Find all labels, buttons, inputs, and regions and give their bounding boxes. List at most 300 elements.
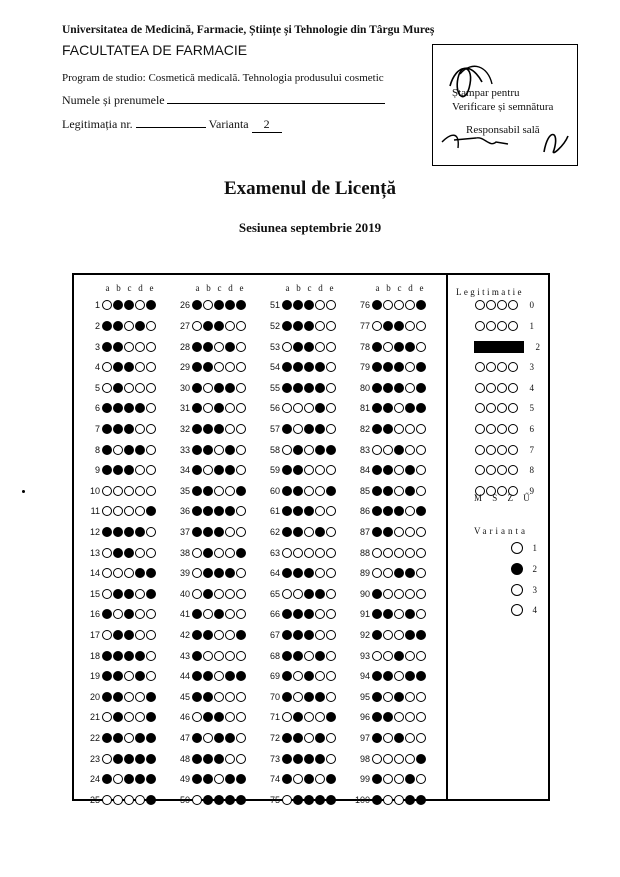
answer-bubble-d[interactable] bbox=[315, 424, 325, 434]
answer-bubble-b[interactable] bbox=[383, 403, 393, 413]
answer-bubble-e[interactable] bbox=[236, 403, 246, 413]
answer-bubble-b[interactable] bbox=[203, 712, 213, 722]
answer-bubble-c[interactable] bbox=[124, 321, 134, 331]
answer-bubble-e[interactable] bbox=[416, 321, 426, 331]
answer-bubble-c[interactable] bbox=[214, 774, 224, 784]
answer-bubble-e[interactable] bbox=[236, 300, 246, 310]
answer-bubble-a[interactable] bbox=[372, 589, 382, 599]
answer-bubble-e[interactable] bbox=[146, 733, 156, 743]
answer-bubble-e[interactable] bbox=[416, 506, 426, 516]
answer-bubble-e[interactable] bbox=[326, 754, 336, 764]
answer-bubble-b[interactable] bbox=[113, 754, 123, 764]
answer-bubble-e[interactable] bbox=[326, 712, 336, 722]
answer-bubble-d[interactable] bbox=[225, 445, 235, 455]
answer-bubble-e[interactable] bbox=[146, 651, 156, 661]
answer-bubble-d[interactable] bbox=[315, 403, 325, 413]
answer-bubble-d[interactable] bbox=[225, 671, 235, 681]
answer-bubble-b[interactable] bbox=[293, 486, 303, 496]
answer-bubble-e[interactable] bbox=[416, 671, 426, 681]
answer-bubble-e[interactable] bbox=[416, 589, 426, 599]
answer-bubble-a[interactable] bbox=[372, 630, 382, 640]
legitimatie-bubble[interactable] bbox=[497, 383, 507, 393]
answer-bubble-c[interactable] bbox=[394, 609, 404, 619]
answer-bubble-a[interactable] bbox=[372, 300, 382, 310]
answer-bubble-b[interactable] bbox=[203, 486, 213, 496]
answer-bubble-a[interactable] bbox=[192, 609, 202, 619]
answer-bubble-b[interactable] bbox=[383, 362, 393, 372]
answer-bubble-d[interactable] bbox=[225, 424, 235, 434]
answer-bubble-c[interactable] bbox=[304, 795, 314, 805]
answer-bubble-d[interactable] bbox=[315, 342, 325, 352]
answer-bubble-e[interactable] bbox=[416, 795, 426, 805]
legitimatie-bubble[interactable] bbox=[508, 383, 518, 393]
answer-bubble-d[interactable] bbox=[315, 362, 325, 372]
answer-bubble-c[interactable] bbox=[124, 383, 134, 393]
answer-bubble-e[interactable] bbox=[326, 486, 336, 496]
answer-bubble-e[interactable] bbox=[146, 795, 156, 805]
answer-bubble-a[interactable] bbox=[372, 671, 382, 681]
answer-bubble-a[interactable] bbox=[192, 465, 202, 475]
answer-bubble-b[interactable] bbox=[293, 527, 303, 537]
answer-bubble-c[interactable] bbox=[304, 630, 314, 640]
answer-bubble-e[interactable] bbox=[416, 630, 426, 640]
answer-bubble-c[interactable] bbox=[304, 321, 314, 331]
answer-bubble-e[interactable] bbox=[326, 403, 336, 413]
answer-bubble-a[interactable] bbox=[282, 774, 292, 784]
answer-bubble-e[interactable] bbox=[416, 568, 426, 578]
answer-bubble-b[interactable] bbox=[293, 506, 303, 516]
answer-bubble-d[interactable] bbox=[225, 795, 235, 805]
answer-bubble-e[interactable] bbox=[146, 548, 156, 558]
answer-bubble-c[interactable] bbox=[304, 589, 314, 599]
answer-bubble-b[interactable] bbox=[293, 671, 303, 681]
answer-bubble-b[interactable] bbox=[383, 754, 393, 764]
answer-bubble-c[interactable] bbox=[214, 692, 224, 702]
answer-bubble-d[interactable] bbox=[405, 486, 415, 496]
answer-bubble-c[interactable] bbox=[214, 589, 224, 599]
answer-bubble-e[interactable] bbox=[326, 465, 336, 475]
answer-bubble-c[interactable] bbox=[124, 795, 134, 805]
answer-bubble-a[interactable] bbox=[192, 630, 202, 640]
legitimatie-bubble[interactable] bbox=[497, 465, 507, 475]
answer-bubble-d[interactable] bbox=[225, 486, 235, 496]
answer-bubble-c[interactable] bbox=[214, 548, 224, 558]
answer-bubble-a[interactable] bbox=[102, 795, 112, 805]
answer-bubble-b[interactable] bbox=[113, 774, 123, 784]
answer-bubble-d[interactable] bbox=[405, 342, 415, 352]
answer-bubble-e[interactable] bbox=[236, 568, 246, 578]
answer-bubble-b[interactable] bbox=[113, 445, 123, 455]
answer-bubble-d[interactable] bbox=[315, 527, 325, 537]
answer-bubble-d[interactable] bbox=[405, 527, 415, 537]
answer-bubble-e[interactable] bbox=[416, 383, 426, 393]
answer-bubble-a[interactable] bbox=[282, 692, 292, 702]
answer-bubble-b[interactable] bbox=[203, 754, 213, 764]
legitimatie-bubble[interactable] bbox=[497, 424, 507, 434]
answer-bubble-d[interactable] bbox=[405, 671, 415, 681]
answer-bubble-b[interactable] bbox=[203, 445, 213, 455]
answer-bubble-e[interactable] bbox=[236, 486, 246, 496]
answer-bubble-e[interactable] bbox=[236, 548, 246, 558]
answer-bubble-c[interactable] bbox=[124, 465, 134, 475]
answer-bubble-c[interactable] bbox=[394, 774, 404, 784]
answer-bubble-d[interactable] bbox=[405, 609, 415, 619]
answer-bubble-c[interactable] bbox=[214, 795, 224, 805]
answer-bubble-a[interactable] bbox=[282, 383, 292, 393]
answer-bubble-d[interactable] bbox=[405, 300, 415, 310]
answer-bubble-e[interactable] bbox=[326, 321, 336, 331]
answer-bubble-d[interactable] bbox=[135, 651, 145, 661]
answer-bubble-c[interactable] bbox=[304, 651, 314, 661]
answer-bubble-a[interactable] bbox=[192, 506, 202, 516]
answer-bubble-e[interactable] bbox=[236, 754, 246, 764]
answer-bubble-c[interactable] bbox=[124, 733, 134, 743]
answer-bubble-d[interactable] bbox=[135, 321, 145, 331]
answer-bubble-e[interactable] bbox=[416, 465, 426, 475]
answer-bubble-e[interactable] bbox=[416, 342, 426, 352]
answer-bubble-a[interactable] bbox=[282, 486, 292, 496]
answer-bubble-b[interactable] bbox=[113, 383, 123, 393]
answer-bubble-c[interactable] bbox=[124, 506, 134, 516]
legitimatie-bubble[interactable] bbox=[475, 321, 485, 331]
answer-bubble-d[interactable] bbox=[135, 671, 145, 681]
legitimatie-bubble[interactable] bbox=[508, 321, 518, 331]
legitimatie-bubble[interactable] bbox=[497, 300, 507, 310]
answer-bubble-b[interactable] bbox=[383, 568, 393, 578]
answer-bubble-d[interactable] bbox=[135, 486, 145, 496]
answer-bubble-c[interactable] bbox=[304, 383, 314, 393]
answer-bubble-b[interactable] bbox=[383, 733, 393, 743]
answer-bubble-a[interactable] bbox=[372, 424, 382, 434]
answer-bubble-d[interactable] bbox=[225, 754, 235, 764]
answer-bubble-c[interactable] bbox=[304, 465, 314, 475]
answer-bubble-a[interactable] bbox=[372, 568, 382, 578]
answer-bubble-e[interactable] bbox=[236, 527, 246, 537]
answer-bubble-c[interactable] bbox=[214, 651, 224, 661]
answer-bubble-c[interactable] bbox=[394, 527, 404, 537]
answer-bubble-b[interactable] bbox=[203, 403, 213, 413]
answer-bubble-a[interactable] bbox=[102, 754, 112, 764]
answer-bubble-d[interactable] bbox=[135, 445, 145, 455]
answer-bubble-b[interactable] bbox=[383, 548, 393, 558]
answer-bubble-b[interactable] bbox=[113, 733, 123, 743]
answer-bubble-a[interactable] bbox=[192, 321, 202, 331]
answer-bubble-c[interactable] bbox=[214, 424, 224, 434]
answer-bubble-c[interactable] bbox=[124, 403, 134, 413]
answer-bubble-e[interactable] bbox=[416, 362, 426, 372]
answer-bubble-a[interactable] bbox=[102, 403, 112, 413]
legitimatie-bubble[interactable] bbox=[475, 403, 485, 413]
answer-bubble-d[interactable] bbox=[405, 445, 415, 455]
answer-bubble-a[interactable] bbox=[192, 589, 202, 599]
answer-bubble-a[interactable] bbox=[372, 321, 382, 331]
answer-bubble-d[interactable] bbox=[225, 651, 235, 661]
answer-bubble-c[interactable] bbox=[124, 671, 134, 681]
answer-bubble-a[interactable] bbox=[102, 424, 112, 434]
answer-bubble-e[interactable] bbox=[236, 774, 246, 784]
answer-bubble-d[interactable] bbox=[315, 486, 325, 496]
answer-bubble-b[interactable] bbox=[203, 300, 213, 310]
answer-bubble-a[interactable] bbox=[282, 630, 292, 640]
answer-bubble-d[interactable] bbox=[315, 754, 325, 764]
answer-bubble-e[interactable] bbox=[326, 506, 336, 516]
answer-bubble-b[interactable] bbox=[293, 609, 303, 619]
answer-bubble-c[interactable] bbox=[124, 548, 134, 558]
answer-bubble-c[interactable] bbox=[304, 712, 314, 722]
answer-bubble-a[interactable] bbox=[102, 651, 112, 661]
answer-bubble-d[interactable] bbox=[135, 506, 145, 516]
answer-bubble-b[interactable] bbox=[203, 424, 213, 434]
answer-bubble-e[interactable] bbox=[236, 589, 246, 599]
answer-bubble-e[interactable] bbox=[326, 527, 336, 537]
legitimatie-bubble[interactable] bbox=[508, 300, 518, 310]
answer-bubble-e[interactable] bbox=[146, 589, 156, 599]
answer-bubble-a[interactable] bbox=[372, 506, 382, 516]
answer-bubble-c[interactable] bbox=[394, 671, 404, 681]
answer-bubble-a[interactable] bbox=[192, 342, 202, 352]
answer-bubble-e[interactable] bbox=[326, 630, 336, 640]
answer-bubble-d[interactable] bbox=[135, 754, 145, 764]
answer-bubble-b[interactable] bbox=[293, 445, 303, 455]
answer-bubble-e[interactable] bbox=[146, 568, 156, 578]
answer-bubble-a[interactable] bbox=[372, 383, 382, 393]
answer-bubble-a[interactable] bbox=[192, 692, 202, 702]
answer-bubble-b[interactable] bbox=[293, 383, 303, 393]
answer-bubble-a[interactable] bbox=[192, 774, 202, 784]
answer-bubble-c[interactable] bbox=[394, 362, 404, 372]
answer-bubble-b[interactable] bbox=[203, 465, 213, 475]
answer-bubble-b[interactable] bbox=[383, 321, 393, 331]
answer-bubble-b[interactable] bbox=[113, 671, 123, 681]
answer-bubble-c[interactable] bbox=[214, 630, 224, 640]
answer-bubble-e[interactable] bbox=[416, 774, 426, 784]
answer-bubble-b[interactable] bbox=[383, 300, 393, 310]
answer-bubble-a[interactable] bbox=[192, 403, 202, 413]
answer-bubble-d[interactable] bbox=[225, 403, 235, 413]
answer-bubble-b[interactable] bbox=[293, 362, 303, 372]
answer-bubble-d[interactable] bbox=[225, 383, 235, 393]
legitimatie-bubble[interactable] bbox=[486, 300, 496, 310]
answer-bubble-b[interactable] bbox=[293, 403, 303, 413]
answer-bubble-c[interactable] bbox=[214, 383, 224, 393]
answer-bubble-c[interactable] bbox=[304, 362, 314, 372]
answer-bubble-b[interactable] bbox=[293, 774, 303, 784]
answer-bubble-e[interactable] bbox=[146, 671, 156, 681]
answer-bubble-e[interactable] bbox=[416, 486, 426, 496]
legitimatie-bubble[interactable] bbox=[475, 300, 485, 310]
answer-bubble-d[interactable] bbox=[225, 774, 235, 784]
answer-bubble-a[interactable] bbox=[102, 527, 112, 537]
answer-bubble-e[interactable] bbox=[416, 754, 426, 764]
answer-bubble-c[interactable] bbox=[214, 671, 224, 681]
answer-bubble-a[interactable] bbox=[372, 754, 382, 764]
answer-bubble-d[interactable] bbox=[135, 589, 145, 599]
answer-bubble-a[interactable] bbox=[102, 506, 112, 516]
varianta-bubble[interactable] bbox=[511, 604, 523, 616]
answer-bubble-e[interactable] bbox=[416, 733, 426, 743]
answer-bubble-c[interactable] bbox=[394, 630, 404, 640]
legitimatie-bubble[interactable] bbox=[486, 445, 496, 455]
answer-bubble-e[interactable] bbox=[326, 362, 336, 372]
answer-bubble-b[interactable] bbox=[203, 692, 213, 702]
answer-bubble-a[interactable] bbox=[372, 465, 382, 475]
answer-bubble-a[interactable] bbox=[102, 486, 112, 496]
answer-bubble-d[interactable] bbox=[225, 362, 235, 372]
answer-bubble-e[interactable] bbox=[146, 609, 156, 619]
answer-bubble-e[interactable] bbox=[146, 692, 156, 702]
answer-bubble-c[interactable] bbox=[304, 609, 314, 619]
answer-bubble-d[interactable] bbox=[315, 445, 325, 455]
answer-bubble-c[interactable] bbox=[214, 403, 224, 413]
answer-bubble-b[interactable] bbox=[293, 589, 303, 599]
answer-bubble-a[interactable] bbox=[372, 403, 382, 413]
answer-bubble-a[interactable] bbox=[102, 733, 112, 743]
answer-bubble-c[interactable] bbox=[394, 300, 404, 310]
answer-bubble-d[interactable] bbox=[135, 774, 145, 784]
answer-bubble-b[interactable] bbox=[383, 589, 393, 599]
answer-bubble-d[interactable] bbox=[135, 465, 145, 475]
answer-bubble-e[interactable] bbox=[236, 733, 246, 743]
answer-bubble-d[interactable] bbox=[405, 506, 415, 516]
answer-bubble-a[interactable] bbox=[102, 609, 112, 619]
answer-bubble-b[interactable] bbox=[113, 692, 123, 702]
answer-bubble-c[interactable] bbox=[214, 486, 224, 496]
answer-bubble-e[interactable] bbox=[416, 712, 426, 722]
answer-bubble-d[interactable] bbox=[135, 527, 145, 537]
answer-bubble-a[interactable] bbox=[102, 445, 112, 455]
answer-bubble-a[interactable] bbox=[372, 692, 382, 702]
answer-bubble-d[interactable] bbox=[135, 342, 145, 352]
answer-bubble-e[interactable] bbox=[326, 383, 336, 393]
answer-bubble-a[interactable] bbox=[282, 465, 292, 475]
answer-bubble-c[interactable] bbox=[394, 795, 404, 805]
answer-bubble-a[interactable] bbox=[192, 362, 202, 372]
answer-bubble-a[interactable] bbox=[102, 692, 112, 702]
answer-bubble-e[interactable] bbox=[326, 342, 336, 352]
answer-bubble-d[interactable] bbox=[405, 362, 415, 372]
answer-bubble-b[interactable] bbox=[293, 795, 303, 805]
answer-bubble-c[interactable] bbox=[394, 383, 404, 393]
legitimatie-bubble[interactable] bbox=[475, 465, 485, 475]
answer-bubble-a[interactable] bbox=[282, 321, 292, 331]
answer-bubble-c[interactable] bbox=[214, 465, 224, 475]
answer-bubble-c[interactable] bbox=[124, 712, 134, 722]
answer-bubble-d[interactable] bbox=[225, 692, 235, 702]
answer-bubble-d[interactable] bbox=[135, 300, 145, 310]
answer-bubble-b[interactable] bbox=[113, 506, 123, 516]
answer-bubble-a[interactable] bbox=[102, 342, 112, 352]
varianta-bubble[interactable] bbox=[511, 563, 523, 575]
answer-bubble-d[interactable] bbox=[225, 712, 235, 722]
answer-bubble-b[interactable] bbox=[383, 424, 393, 434]
answer-bubble-c[interactable] bbox=[124, 568, 134, 578]
answer-bubble-a[interactable] bbox=[372, 342, 382, 352]
answer-bubble-b[interactable] bbox=[383, 671, 393, 681]
legitimatie-bubble[interactable] bbox=[486, 362, 496, 372]
answer-bubble-c[interactable] bbox=[124, 651, 134, 661]
answer-bubble-d[interactable] bbox=[225, 733, 235, 743]
answer-bubble-b[interactable] bbox=[203, 321, 213, 331]
answer-bubble-e[interactable] bbox=[236, 465, 246, 475]
answer-bubble-a[interactable] bbox=[102, 774, 112, 784]
answer-bubble-b[interactable] bbox=[293, 548, 303, 558]
answer-bubble-b[interactable] bbox=[203, 609, 213, 619]
answer-bubble-e[interactable] bbox=[146, 424, 156, 434]
answer-bubble-d[interactable] bbox=[315, 712, 325, 722]
answer-bubble-b[interactable] bbox=[113, 527, 123, 537]
answer-bubble-a[interactable] bbox=[372, 486, 382, 496]
answer-bubble-b[interactable] bbox=[203, 774, 213, 784]
answer-bubble-e[interactable] bbox=[326, 300, 336, 310]
answer-bubble-b[interactable] bbox=[113, 362, 123, 372]
answer-bubble-c[interactable] bbox=[124, 445, 134, 455]
answer-bubble-c[interactable] bbox=[394, 506, 404, 516]
answer-bubble-d[interactable] bbox=[315, 568, 325, 578]
answer-bubble-b[interactable] bbox=[383, 445, 393, 455]
answer-bubble-a[interactable] bbox=[282, 342, 292, 352]
answer-bubble-b[interactable] bbox=[113, 795, 123, 805]
answer-bubble-b[interactable] bbox=[113, 630, 123, 640]
answer-bubble-e[interactable] bbox=[236, 630, 246, 640]
legitimatie-bubble[interactable] bbox=[508, 424, 518, 434]
answer-bubble-b[interactable] bbox=[293, 465, 303, 475]
answer-bubble-d[interactable] bbox=[315, 300, 325, 310]
answer-bubble-d[interactable] bbox=[135, 630, 145, 640]
answer-bubble-e[interactable] bbox=[146, 712, 156, 722]
answer-bubble-b[interactable] bbox=[383, 774, 393, 784]
answer-bubble-c[interactable] bbox=[304, 671, 314, 681]
answer-bubble-b[interactable] bbox=[383, 651, 393, 661]
answer-bubble-b[interactable] bbox=[113, 403, 123, 413]
answer-bubble-d[interactable] bbox=[135, 609, 145, 619]
answer-bubble-c[interactable] bbox=[304, 568, 314, 578]
answer-bubble-d[interactable] bbox=[315, 589, 325, 599]
answer-bubble-a[interactable] bbox=[102, 362, 112, 372]
answer-bubble-e[interactable] bbox=[326, 671, 336, 681]
answer-bubble-d[interactable] bbox=[405, 630, 415, 640]
answer-bubble-d[interactable] bbox=[315, 321, 325, 331]
answer-bubble-d[interactable] bbox=[405, 795, 415, 805]
answer-bubble-a[interactable] bbox=[282, 733, 292, 743]
answer-bubble-e[interactable] bbox=[146, 321, 156, 331]
answer-bubble-c[interactable] bbox=[394, 651, 404, 661]
answer-bubble-a[interactable] bbox=[282, 300, 292, 310]
answer-bubble-a[interactable] bbox=[282, 527, 292, 537]
answer-bubble-d[interactable] bbox=[135, 548, 145, 558]
answer-bubble-d[interactable] bbox=[405, 692, 415, 702]
varianta-bubble[interactable] bbox=[511, 542, 523, 554]
legitimatie-bubble[interactable] bbox=[486, 465, 496, 475]
answer-bubble-d[interactable] bbox=[135, 795, 145, 805]
answer-bubble-d[interactable] bbox=[225, 465, 235, 475]
answer-bubble-e[interactable] bbox=[236, 383, 246, 393]
legitimatie-bubble[interactable] bbox=[475, 424, 485, 434]
answer-bubble-b[interactable] bbox=[203, 671, 213, 681]
answer-bubble-d[interactable] bbox=[135, 692, 145, 702]
answer-bubble-e[interactable] bbox=[416, 403, 426, 413]
answer-bubble-e[interactable] bbox=[416, 651, 426, 661]
answer-bubble-e[interactable] bbox=[326, 445, 336, 455]
answer-bubble-c[interactable] bbox=[394, 712, 404, 722]
answer-bubble-b[interactable] bbox=[293, 692, 303, 702]
answer-bubble-d[interactable] bbox=[315, 630, 325, 640]
answer-bubble-b[interactable] bbox=[113, 321, 123, 331]
answer-bubble-b[interactable] bbox=[113, 712, 123, 722]
answer-bubble-c[interactable] bbox=[394, 589, 404, 599]
answer-bubble-e[interactable] bbox=[146, 362, 156, 372]
answer-bubble-b[interactable] bbox=[293, 321, 303, 331]
answer-bubble-e[interactable] bbox=[236, 424, 246, 434]
